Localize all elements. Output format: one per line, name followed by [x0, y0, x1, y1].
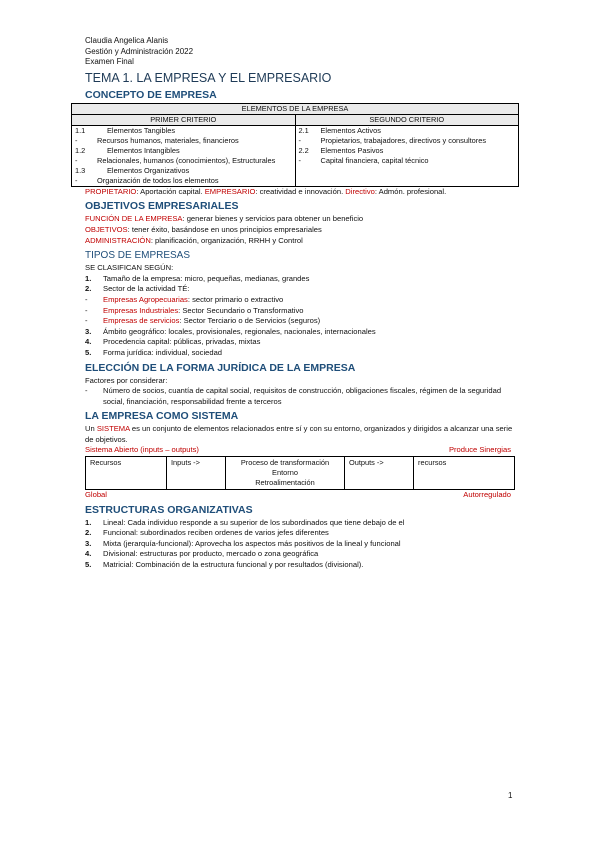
table-row: - Recursos humanos, materiales, financieros: [75, 135, 239, 145]
section-heading-concepto: CONCEPTO DE EMPRESA: [85, 88, 217, 101]
sistema-bottom-labels: Global Autorregulado: [85, 490, 511, 500]
list-item: ADMINISTRACIÓN: planificación, organización, RRHH y Control: [85, 235, 303, 245]
section-heading-tipos: TIPOS DE EMPRESAS: [85, 250, 191, 262]
list-item: OBJETIVOS: tener éxito, basándose en unos principios empresariales: [85, 224, 322, 234]
list-item: 4. Procedencia capital: públicas, privadas, mixtas: [85, 337, 261, 347]
page-number: 1: [508, 791, 513, 800]
tipos-intro: SE CLASIFICAN SEGÚN:: [85, 263, 174, 273]
table-row: 1.2 Elementos Intangibles: [75, 145, 180, 155]
list-item: - Empresas de servicios: Sector Terciario o de Servicios (seguros): [85, 316, 321, 326]
exam-label: Examen Final: [85, 57, 134, 67]
table-row: - Organización de todos los elementos: [75, 175, 219, 185]
table-row: 1.3 Elementos Organizativos: [75, 165, 190, 175]
table-row: 1.1 Elementos Tangibles: [75, 125, 176, 135]
page-title: TEMA 1. LA EMPRESA Y EL EMPRESARIO: [85, 70, 332, 85]
list-item: 4. Divisional: estructuras por producto, mercado o zona geográfica: [85, 549, 319, 559]
table-cell: recursos: [414, 457, 515, 490]
section-heading-sistema: LA EMPRESA COMO SISTEMA: [85, 410, 239, 423]
section-heading-forma: ELECCIÓN DE LA FORMA JURÍDICA DE LA EMPRESA: [85, 361, 356, 374]
table-cell: Outputs ->: [345, 457, 414, 490]
table-cell: Recursos: [86, 457, 167, 490]
list-item: 2. Funcional: subordinados reciben ordenes de varios jefes diferentes: [85, 528, 329, 538]
table-row: 2.2 Elementos Pasivos: [298, 145, 384, 155]
list-item: 2. Sector de la actividad TÉ:: [85, 284, 190, 294]
section-heading-estructuras: ESTRUCTURAS ORGANIZATIVAS: [85, 503, 253, 516]
col1-cell: [72, 125, 296, 186]
col2-header: SEGUNDO CRITERIO: [295, 114, 519, 125]
table-row: - Capital financiera, capital técnico: [298, 155, 429, 165]
table-row: 2.1 Elementos Activos: [298, 125, 381, 135]
elementos-table: [71, 103, 519, 187]
table-cell: Proceso de transformación Entorno Retroalimentación: [226, 457, 345, 490]
author-name: Claudia Angelica Alanis: [85, 36, 169, 45]
list-item: 3. Mixta (jerarquía-funcional): Aprovecha los aspectos más positivos de la lineal y funcional: [85, 538, 401, 548]
list-item: FUNCIÓN DE LA EMPRESA: generar bienes y servicios para obtener un beneficio: [85, 214, 364, 224]
table-row: - Relacionales, humanos (conocimientos), Estructurales: [75, 155, 276, 165]
course-name: Gestión y Administración 2022: [85, 46, 194, 56]
list-item: 5. Matricial: Combinación de la estructura funcional y por resultados (divisional).: [85, 560, 364, 570]
list-item: 1. Lineal: Cada individuo responde a su superior de los subordinados que tiene debajo de el: [85, 517, 405, 527]
forma-intro: Factores por considerar:: [85, 375, 168, 385]
table-caption: ELEMENTOS DE LA EMPRESA: [72, 103, 519, 114]
list-item: - Número de socios, cuantía de capital social, requisitos de construcción, obligaciones fiscales, régimen de la seguridad social, financiación, responsabilidad frente a terceros: [85, 386, 502, 406]
table-row: - Propietarios, trabajadores, directivos y consultores: [298, 135, 487, 145]
col2-cell: [295, 125, 519, 186]
sistema-top-labels: Sistema Abierto (inputs – outputs) Produce Sinergias: [85, 445, 511, 455]
section-heading-objetivos: OBJETIVOS EMPRESARIALES: [85, 200, 239, 213]
table-cell: Inputs ->: [167, 457, 226, 490]
roles-line: PROPIETARIO: Aportación capital. EMPRESARIO: creatividad e innovación. Directivo: Admón. profesional.: [85, 186, 447, 196]
list-item: 3. Ámbito geográfico: locales, provisionales, regionales, nacionales, internacionales: [85, 326, 376, 336]
list-item: - Empresas Industriales: Sector Secundario o Transformativo: [85, 305, 304, 315]
sistema-table: [85, 456, 515, 490]
col1-header: PRIMER CRITERIO: [72, 114, 296, 125]
sistema-definition: Un SISTEMA es un conjunto de elementos relacionados entre sí y con su entorno, organizados y dirigidos a alcanzar una serie de objetivos.: [85, 424, 513, 444]
document-page: [75, 36, 515, 571]
list-item: 5. Forma jurídica: individual, sociedad: [85, 347, 223, 357]
list-item: 1. Tamaño de la empresa: micro, pequeñas, medianas, grandes: [85, 273, 310, 283]
list-item: - Empresas Agropecuarias: sector primario o extractivo: [85, 294, 284, 304]
